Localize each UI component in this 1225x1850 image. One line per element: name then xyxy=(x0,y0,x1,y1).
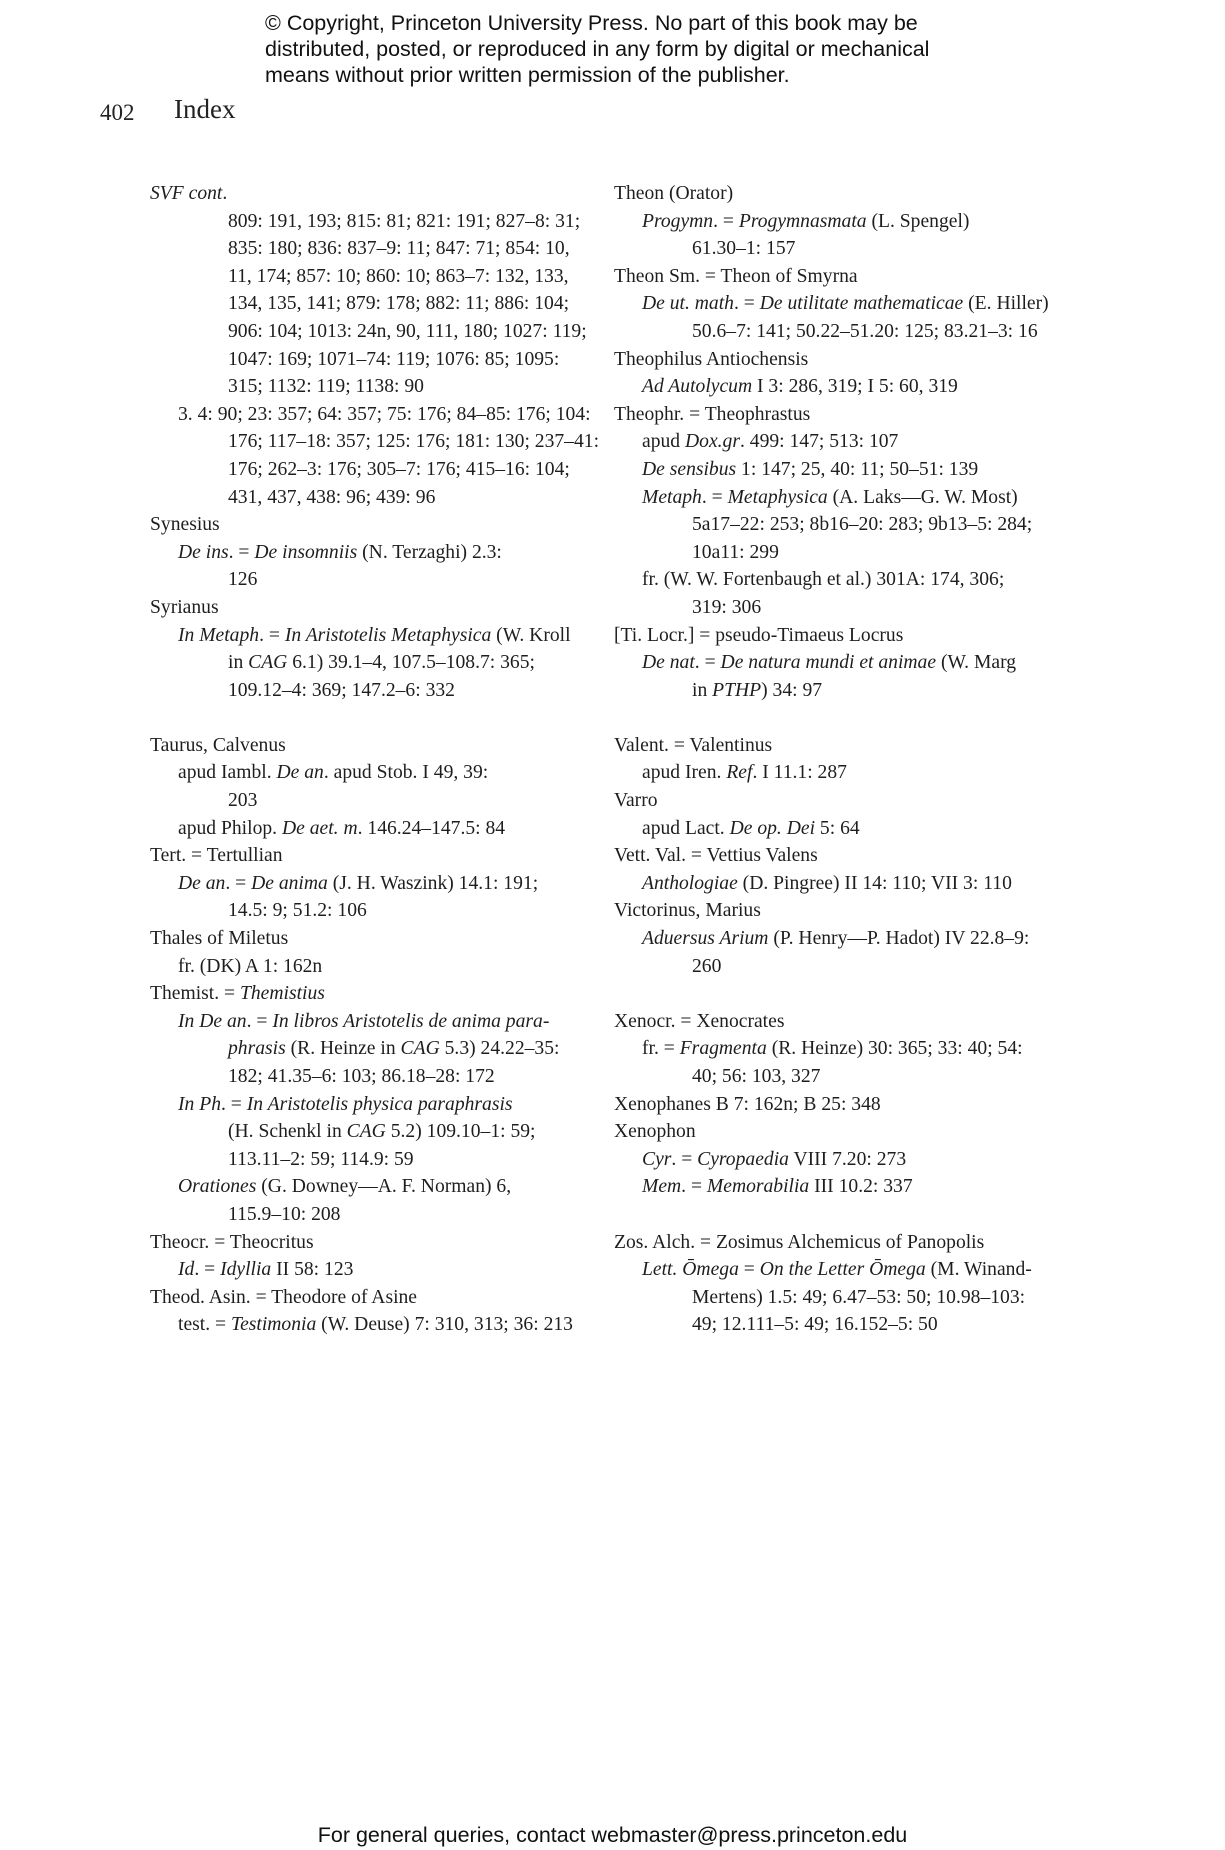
index-entry: Vett. Val. = Vettius Valens xyxy=(614,845,818,867)
index-subentry: De sensibus 1: 147; 25, 40: 11; 50–51: 139 xyxy=(642,458,979,480)
index-subentry: 182; 41.35–6: 103; 86.18–28: 172 xyxy=(228,1066,495,1087)
index-entry: Themist. = Themistius xyxy=(150,983,325,1005)
index-gap xyxy=(614,704,1074,732)
index-subentry: Orationes (G. Downey—A. F. Norman) 6, xyxy=(178,1176,512,1198)
index-entry: Xenophanes B 7: 162n; B 25: 348 xyxy=(614,1093,881,1115)
index-subentry: In De an. = In libros Aristotelis de anima para- xyxy=(178,1010,550,1032)
index-subentry: De an. = De anima (J. H. Waszink) 14.1: 191; xyxy=(178,872,539,894)
index-gap xyxy=(614,980,1074,1008)
index-subentry: 109.12–4: 369; 147.2–6: 332 xyxy=(228,679,455,701)
copyright-notice xyxy=(265,10,1025,88)
index-subentry: 176; 262–3: 176; 305–7: 176; 415–16: 104; xyxy=(228,458,570,480)
index-subentry: Mem. = Memorabilia III 10.2: 337 xyxy=(642,1176,913,1198)
copyright-line: © Copyright, Princeton University Press. No part of this book may be xyxy=(265,11,918,35)
index-entry: Theod. Asin. = Theodore of Asine xyxy=(150,1286,418,1308)
index-entry: Theon (Orator) xyxy=(614,183,734,204)
index-subentry: 134, 135, 141; 879: 178; 882: 11; 886: 104; xyxy=(228,293,570,315)
index-entry: Valent. = Valentinus xyxy=(614,734,773,756)
index-subentry: phrasis (R. Heinze in CAG 5.3) 24.22–35: xyxy=(228,1038,560,1060)
index-subentry: apud Iren. Ref. I 11.1: 287 xyxy=(642,762,847,784)
index-subentry: apud Lact. De op. Dei 5: 64 xyxy=(642,817,860,839)
index-subentry: 61.30–1: 157 xyxy=(692,238,796,260)
index-entry: [Ti. Locr.] = pseudo-Timaeus Locrus xyxy=(614,624,904,646)
index-subentry: fr. (W. W. Fortenbaugh et al.) 301A: 174, 306; xyxy=(642,569,1005,591)
index-subentry: 115.9–10: 208 xyxy=(228,1203,341,1225)
index-entry: Tert. = Tertullian xyxy=(150,845,283,867)
index-subentry: 14.5: 9; 51.2: 106 xyxy=(228,900,367,922)
index-subentry: 260 xyxy=(692,955,722,977)
index-entry: Theophr. = Theophrastus xyxy=(614,403,811,425)
index-subentry: apud Philop. De aet. m. 146.24–147.5: 84 xyxy=(178,817,506,839)
index-subentry: 113.11–2: 59; 114.9: 59 xyxy=(228,1148,414,1170)
index-entry: Varro xyxy=(614,790,658,812)
index-subentry: Ad Autolycum I 3: 286, 319; I 5: 60, 319 xyxy=(642,376,958,398)
index-subentry: 3. 4: 90; 23: 357; 64: 357; 75: 176; 84–85: 176; 104: xyxy=(178,403,591,425)
index-subentry: (H. Schenkl in CAG 5.2) 109.10–1: 59; xyxy=(228,1121,536,1143)
index-entry: Zos. Alch. = Zosimus Alchemicus of Panopolis xyxy=(614,1231,985,1253)
index-entry: Xenocr. = Xenocrates xyxy=(614,1010,785,1032)
index-subentry: De ut. math. = De utilitate mathematicae (E. Hiller) xyxy=(642,293,1049,315)
index-subentry: 5a17–22: 253; 8b16–20: 283; 9b13–5: 284; xyxy=(692,514,1033,536)
index-subentry: 809: 191, 193; 815: 81; 821: 191; 827–8: 31; xyxy=(228,210,581,232)
copyright-line: means without prior written permission of the publisher. xyxy=(265,63,790,87)
index-entry: SVF cont. xyxy=(150,183,228,204)
index-subentry: Id. = Idyllia II 58: 123 xyxy=(178,1259,354,1281)
index-subentry: 319: 306 xyxy=(692,596,762,618)
index-subentry: 431, 437, 438: 96; 439: 96 xyxy=(228,486,436,508)
index-subentry: 11, 174; 857: 10; 860: 10; 863–7: 132, 133, xyxy=(228,265,569,287)
index-entry: Victorinus, Marius xyxy=(614,900,761,922)
index-entry: Synesius xyxy=(150,514,220,536)
footer-contact: For general queries, contact webmaster@press.princeton.edu xyxy=(317,1823,908,1847)
index-subentry: apud Dox.gr. 499: 147; 513: 107 xyxy=(642,431,899,453)
index-entry: Theophilus Antiochensis xyxy=(614,348,809,370)
index-subentry: In Ph. = In Aristotelis physica paraphrasis xyxy=(178,1093,513,1115)
index-subentry: test. = Testimonia (W. Deuse) 7: 310, 313; 36: 213 xyxy=(178,1314,573,1336)
index-subentry: 203 xyxy=(228,790,258,812)
index-subentry: Progymn. = Progymnasmata (L. Spengel) xyxy=(642,210,970,232)
index-gap xyxy=(150,704,590,732)
index-subentry: 40; 56: 103, 327 xyxy=(692,1066,821,1087)
page-title: Index xyxy=(174,94,236,124)
index-subentry: 315; 1132: 119; 1138: 90 xyxy=(228,376,424,398)
index-subentry: Mertens) 1.5: 49; 6.47–53: 50; 10.98–103: xyxy=(692,1286,1026,1308)
index-subentry: 906: 104; 1013: 24n, 90, 111, 180; 1027: 119; xyxy=(228,320,587,342)
index-subentry: De nat. = De natura mundi et animae (W. Marg xyxy=(642,652,1017,674)
index-subentry: in PTHP) 34: 97 xyxy=(692,679,823,701)
index-subentry: fr. = Fragmenta (R. Heinze) 30: 365; 33: 40; 54: xyxy=(642,1038,1023,1060)
index-entry: Theocr. = Theocritus xyxy=(150,1231,314,1253)
index-entry: Theon Sm. = Theon of Smyrna xyxy=(614,265,858,287)
index-subentry: In Metaph. = In Aristotelis Metaphysica (W. Kroll xyxy=(178,624,571,646)
index-subentry: Anthologiae (D. Pingree) II 14: 110; VII 3: 110 xyxy=(642,872,1012,894)
index-column-left xyxy=(150,180,600,1339)
index-entry: Syrianus xyxy=(150,596,219,618)
page-number: 402 xyxy=(100,100,135,125)
index-subentry: 49; 12.111–5: 49; 16.152–5: 50 xyxy=(692,1314,938,1336)
index-subentry: apud Iambl. De an. apud Stob. I 49, 39: xyxy=(178,762,489,784)
index-subentry: De ins. = De insomniis (N. Terzaghi) 2.3: xyxy=(178,541,502,563)
index-subentry: 835: 180; 836: 837–9: 11; 847: 71; 854: 10, xyxy=(228,238,570,260)
copyright-line: distributed, posted, or reproduced in any form by digital or mechanical xyxy=(265,37,930,61)
index-subentry: Lett. Ōmega = On the Letter Ōmega (M. Winand- xyxy=(642,1259,1032,1281)
index-subentry: 176; 117–18: 357; 125: 176; 181: 130; 237–41: xyxy=(228,431,600,453)
index-subentry: Metaph. = Metaphysica (A. Laks—G. W. Most) xyxy=(642,486,1018,508)
index-gap xyxy=(614,1201,1074,1229)
index-subentry: 50.6–7: 141; 50.22–51.20: 125; 83.21–3: 16 xyxy=(692,320,1038,342)
index-subentry: 126 xyxy=(228,569,258,591)
index-entry: Thales of Miletus xyxy=(150,928,289,950)
index-subentry: 1047: 169; 1071–74: 119; 1076: 85; 1095: xyxy=(228,348,560,370)
index-entry: Taurus, Calvenus xyxy=(150,734,286,756)
index-subentry: Cyr. = Cyropaedia VIII 7.20: 273 xyxy=(642,1148,907,1170)
index-subentry: fr. (DK) A 1: 162n xyxy=(178,955,323,977)
index-subentry: Aduersus Arium (P. Henry—P. Hadot) IV 22.8–9: xyxy=(642,928,1030,950)
index-entry: Xenophon xyxy=(614,1121,696,1143)
index-subentry: in CAG 6.1) 39.1–4, 107.5–108.7: 365; xyxy=(228,652,535,674)
index-subentry: 10a11: 299 xyxy=(692,541,779,563)
index-column-right xyxy=(614,180,1074,1339)
